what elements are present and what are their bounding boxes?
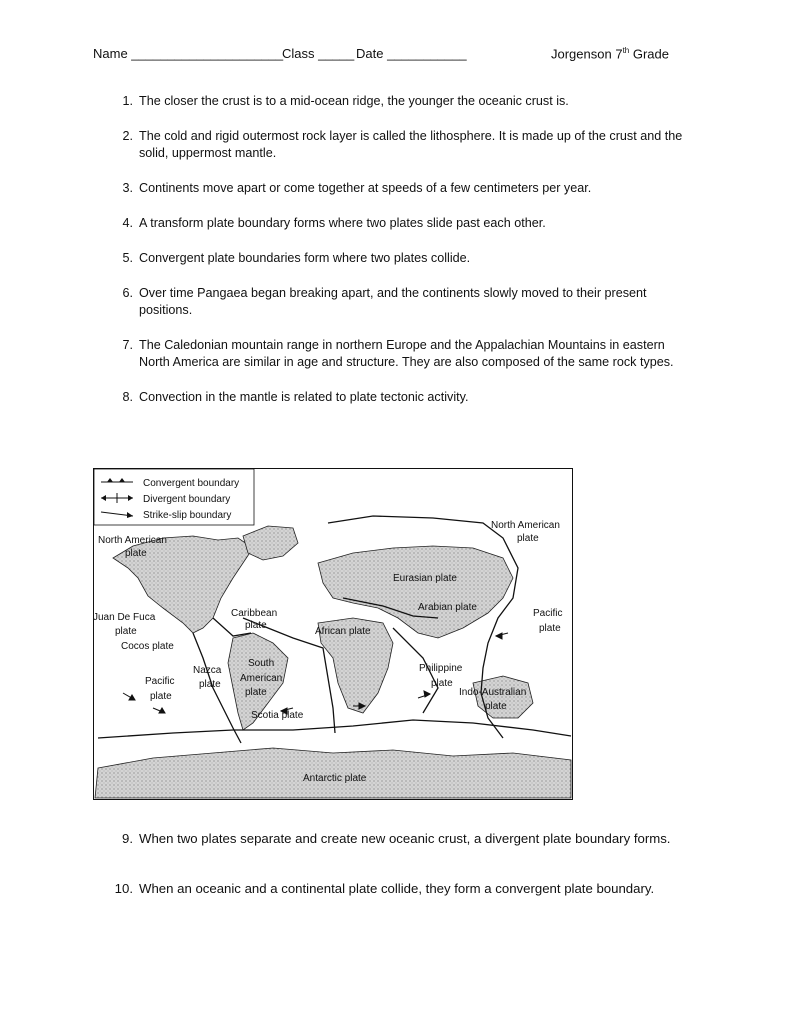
label-south-american-plate: plate <box>245 687 267 698</box>
legend-divergent-label: Divergent boundary <box>143 494 231 505</box>
label-nazca-plate: plate <box>199 679 221 690</box>
label-scotia-plate: Scotia plate <box>251 710 304 721</box>
name-field-label: Name _____________________ <box>93 46 284 61</box>
label-south-american: South <box>248 658 275 669</box>
label-caribbean-plate: plate <box>245 620 267 631</box>
date-field-label: Date ___________ <box>356 46 467 61</box>
label-nazca: Nazca <box>193 665 222 676</box>
label-antarctic-plate: Antarctic plate <box>303 773 367 784</box>
label-arabian-plate: Arabian plate <box>418 602 477 613</box>
label-caribbean: Caribbean <box>231 608 278 619</box>
legend-convergent-label: Convergent boundary <box>143 478 240 489</box>
label-cocos-plate: Cocos plate <box>121 641 174 652</box>
label-african-plate: African plate <box>315 626 371 637</box>
label-pacific-west: Pacific <box>145 676 175 687</box>
label-south-american-2: American <box>240 673 283 684</box>
label-eurasian-plate: Eurasian plate <box>393 573 457 584</box>
label-north-america-west-plate: plate <box>125 548 147 559</box>
label-juan-de-fuca-plate: plate <box>115 626 137 637</box>
label-philippine-plate: plate <box>431 678 453 689</box>
label-pacific-east: Pacific <box>533 608 563 619</box>
label-indo-australian: Indo-Australian <box>459 687 527 698</box>
label-pacific-west-plate: plate <box>150 691 172 702</box>
label-north-america-west: North American <box>98 535 167 546</box>
plate-boundary-map <box>93 468 573 800</box>
class-field-label: Class _____ <box>282 46 355 61</box>
label-juan-de-fuca: Juan De Fuca <box>93 612 156 623</box>
teacher-grade-label: Jorgenson 7th Grade <box>551 46 669 62</box>
worksheet-header <box>93 46 693 66</box>
map-legend <box>94 469 254 525</box>
label-indo-australian-plate: plate <box>485 701 507 712</box>
label-north-america-east: North American <box>491 520 560 531</box>
label-philippine: Philippine <box>419 663 463 674</box>
legend-strike-slip-label: Strike-slip boundary <box>143 510 232 521</box>
label-north-america-east-plate: plate <box>517 533 539 544</box>
label-pacific-east-plate: plate <box>539 623 561 634</box>
